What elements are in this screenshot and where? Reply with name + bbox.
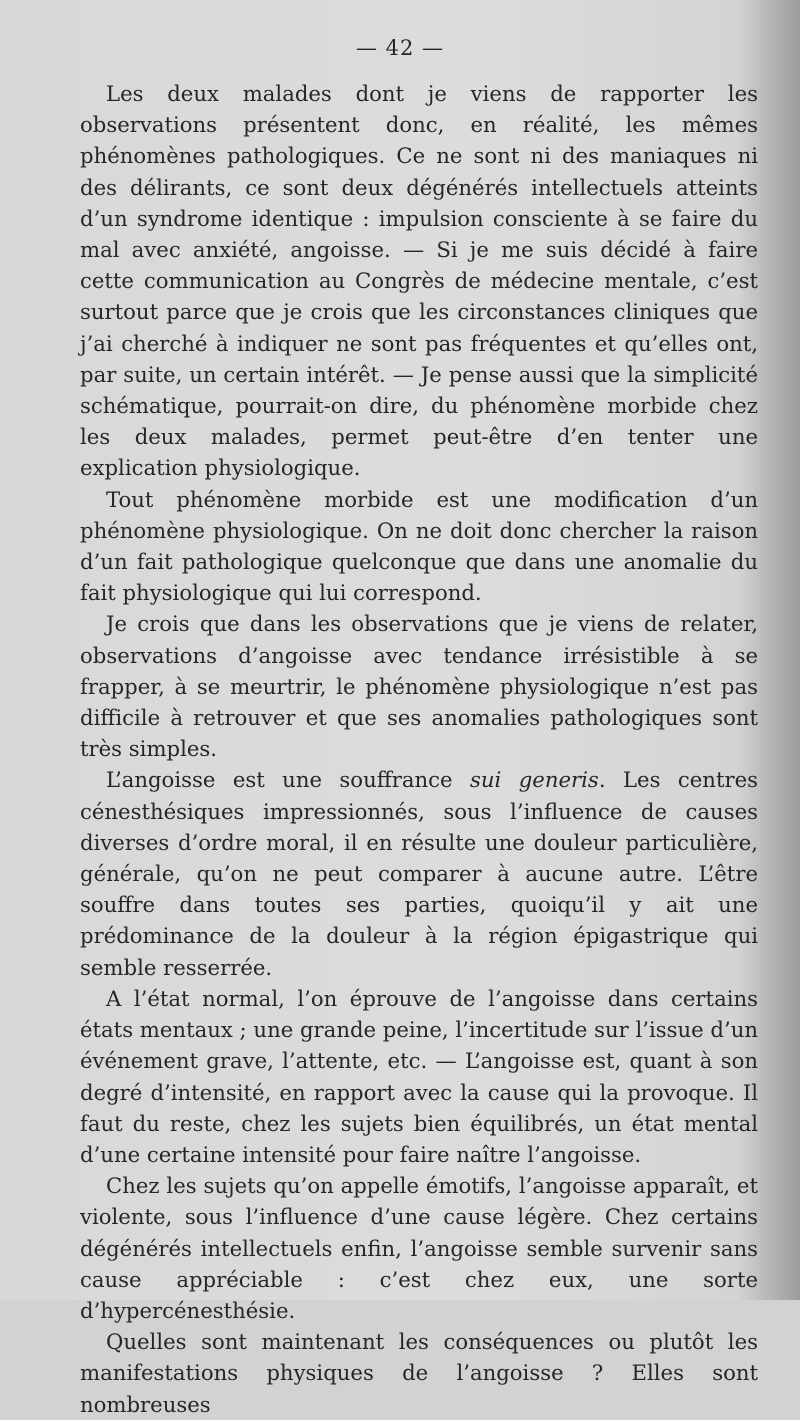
paragraph: Je crois que dans les observations que je viens de relater, observations d’angoisse avec tendance irrésistible à se frapper, à se meurtrir, le phénomène physiologique n’est pas difficile à retrouver et que ses anomalies pathologiques sont très simples.: [80, 611, 758, 762]
page-number: — 42 —: [355, 36, 445, 60]
paragraph: A l’état normal, l’on éprouve de l’angoisse dans certains états mentaux ; une grande peine, l’incertitude sur l’issue d’un événement grave, l’attente, etc. — L’angoisse est, quant à son degré d’intensité, en rapport avec la cause qui la provoque. Il faut du reste, chez les sujets bien équilibrés, un état mental d’une certaine intensité pour faire naître l’angoisse.: [80, 985, 759, 1167]
body-text: [80, 78, 758, 1420]
paragraph: Les deux malades dont je viens de rapporter les observations présentent donc, en réalité, les mêmes phénomènes pathologiques. Ce ne sont ni des maniaques ni des délirants, ce sont deux dégénérés intellectuels atteints d’un syndrome identique : impulsion consciente à se faire du mal avec anxiété, angoisse. — Si je me suis décidé à faire cette communication au Congrès de médecine mentale, c’est surtout parce que je crois que les circonstances cliniques que j’ai cherché à indiquer ne sont pas fréquentes et qu’elles ont, par suite, un certain intérêt. — Je pense aussi que la simplicité schématique, pourrait-on dire, du phénomène morbide chez les deux malades, permet peut-être d’en tenter une explication physiologique.: [80, 81, 758, 481]
paragraph: [80, 764, 758, 982]
paragraph-text-before: L’angoisse est une souffrance: [106, 767, 471, 793]
paragraph: Chez les sujets qu’on appelle émotifs, l’angoisse apparaît, et violente, sous l’influence d’une cause légère. Chez certains dégénérés intellectuels enfin, l’angoisse semble survenir sans cause appréciable : c’est chez eux, une sorte d’hypercénesthésie.: [80, 1173, 758, 1323]
italic-phrase: sui generis: [470, 767, 599, 793]
paragraph-text-after: . Les centres cénesthésiques impressionnés, sous l’influence de causes diverses d’ordre moral, il en résulte une douleur particulière, générale, qu’on ne peut comparer à aucune autre. L’être souffre dans toutes ses parties, quoiqu’il y ait une prédominance de la douleur à la région épigastrique qui semble resserrée.: [80, 767, 759, 980]
paragraph: Tout phénomène morbide est une modification d’un phénomène physiologique. On ne doit donc chercher la raison d’un fait pathologique quelconque que dans une anomalie du fait physiologique qui lui correspond.: [80, 486, 758, 606]
paragraph: Quelles sont maintenant les conséquences ou plutôt les manifestations physiques de l’angoisse ? Elles sont nombreuses: [80, 1329, 758, 1417]
